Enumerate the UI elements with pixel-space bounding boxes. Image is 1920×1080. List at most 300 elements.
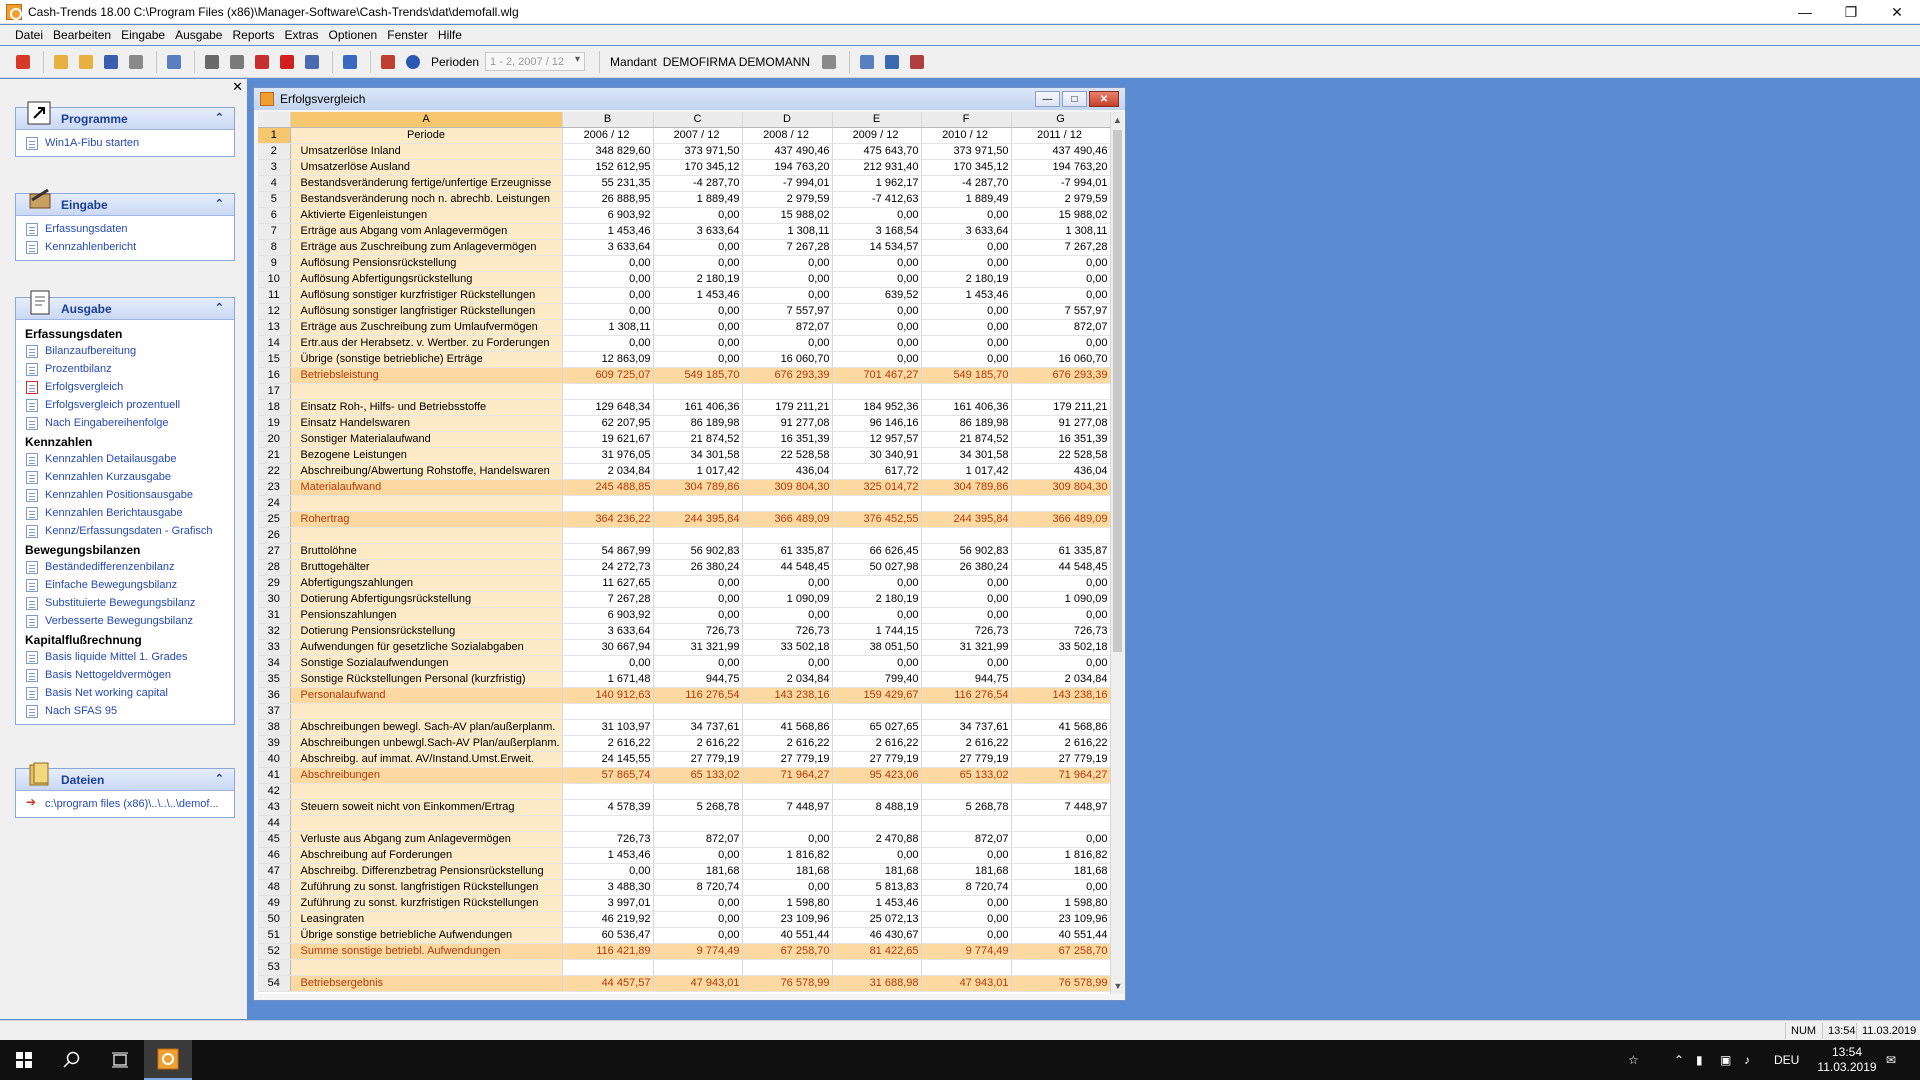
menu-bearbeiten[interactable]: Bearbeiten [53, 28, 112, 42]
menu-optionen[interactable]: Optionen [328, 28, 378, 42]
value-cell[interactable]: 7 267,28 [1011, 240, 1110, 256]
value-cell[interactable]: 2 034,84 [562, 464, 653, 480]
value-cell[interactable] [832, 784, 921, 800]
row-label-cell[interactable] [290, 528, 562, 544]
value-cell[interactable]: 91 277,08 [742, 416, 832, 432]
group-eingabe-header[interactable] [16, 194, 234, 216]
value-cell[interactable]: 0,00 [742, 608, 832, 624]
value-cell[interactable]: 0,00 [832, 848, 921, 864]
column-header-e[interactable]: E [832, 112, 921, 128]
row-number[interactable]: 50 [258, 912, 290, 928]
value-cell[interactable]: 46 219,92 [562, 912, 653, 928]
sidebar-item-basis-nettogeldvermögen[interactable] [16, 666, 234, 684]
value-cell[interactable]: 5 813,83 [832, 880, 921, 896]
value-cell[interactable]: 2 470,88 [832, 832, 921, 848]
value-cell[interactable]: -7 994,01 [1011, 176, 1110, 192]
menu-ausgabe[interactable]: Ausgabe [175, 28, 223, 42]
value-cell[interactable]: 116 276,54 [921, 688, 1011, 704]
value-cell[interactable]: 143 238,16 [1011, 688, 1110, 704]
value-cell[interactable]: 1 889,49 [653, 192, 742, 208]
row-number[interactable]: 51 [258, 928, 290, 944]
row-number[interactable]: 22 [258, 464, 290, 480]
sidebar-item-kennzahlen-positionsausgabe[interactable] [16, 486, 234, 504]
row-label-cell[interactable]: Auflösung Abfertigungsrückstellung [290, 272, 562, 288]
value-cell[interactable]: 2 180,19 [832, 592, 921, 608]
value-cell[interactable]: 0,00 [1011, 656, 1110, 672]
value-cell[interactable]: 0,00 [742, 256, 832, 272]
row-number[interactable]: 3 [258, 160, 290, 176]
value-cell[interactable]: 2 034,84 [1011, 672, 1110, 688]
value-cell[interactable]: 0,00 [832, 608, 921, 624]
value-cell[interactable]: 161 406,36 [653, 400, 742, 416]
row-number[interactable]: 48 [258, 880, 290, 896]
row-label-cell[interactable]: Abschreibung/Abwertung Rohstoffe, Handelswaren [290, 464, 562, 480]
value-cell[interactable]: 41 568,86 [1011, 720, 1110, 736]
value-cell[interactable]: 0,00 [921, 256, 1011, 272]
row-label-cell[interactable]: Betriebsleistung [290, 368, 562, 384]
value-cell[interactable]: 34 301,58 [653, 448, 742, 464]
row-label-cell[interactable]: Einsatz Handelswaren [290, 416, 562, 432]
value-cell[interactable] [921, 784, 1011, 800]
calculator-icon[interactable] [856, 51, 878, 73]
value-cell[interactable]: 8 720,74 [921, 880, 1011, 896]
value-cell[interactable]: 5 268,78 [921, 800, 1011, 816]
scroll-down-icon[interactable]: ▼ [1113, 981, 1123, 991]
row-label-cell[interactable]: Bruttogehälter [290, 560, 562, 576]
help-icon[interactable] [402, 51, 424, 73]
value-cell[interactable]: 0,00 [832, 304, 921, 320]
child-maximize-button[interactable]: □ [1062, 91, 1087, 107]
value-cell[interactable] [1011, 528, 1110, 544]
value-cell[interactable] [653, 784, 742, 800]
value-cell[interactable]: 7 557,97 [1011, 304, 1110, 320]
value-cell[interactable]: 437 490,46 [1011, 144, 1110, 160]
value-cell[interactable]: 22 528,58 [742, 448, 832, 464]
value-cell[interactable]: 309 804,30 [1011, 480, 1110, 496]
row-number[interactable]: 29 [258, 576, 290, 592]
child-close-button[interactable]: ✕ [1089, 91, 1119, 107]
row-number[interactable]: 6 [258, 208, 290, 224]
value-cell[interactable] [653, 528, 742, 544]
sidebar-item-beständedifferenzenbilanz[interactable] [16, 558, 234, 576]
value-cell[interactable]: 366 489,09 [1011, 512, 1110, 528]
value-cell[interactable]: 46 430,67 [832, 928, 921, 944]
value-cell[interactable]: 54 867,99 [562, 544, 653, 560]
value-cell[interactable]: -4 287,70 [653, 176, 742, 192]
value-cell[interactable]: 26 888,95 [562, 192, 653, 208]
value-cell[interactable]: 701 467,27 [832, 368, 921, 384]
value-cell[interactable]: 726,73 [1011, 624, 1110, 640]
menu-datei[interactable]: Datei [15, 28, 44, 42]
value-cell[interactable]: 7 267,28 [562, 592, 653, 608]
value-cell[interactable]: 0,00 [921, 320, 1011, 336]
value-cell[interactable]: 65 133,02 [653, 768, 742, 784]
value-cell[interactable]: 56 902,83 [921, 544, 1011, 560]
value-cell[interactable]: 33 502,18 [1011, 640, 1110, 656]
value-cell[interactable]: 0,00 [742, 288, 832, 304]
value-cell[interactable]: 0,00 [653, 848, 742, 864]
value-cell[interactable]: 2 979,59 [742, 192, 832, 208]
edit-icon[interactable] [339, 51, 361, 73]
value-cell[interactable]: 0,00 [653, 928, 742, 944]
row-number[interactable]: 16 [258, 368, 290, 384]
value-cell[interactable]: 0,00 [921, 240, 1011, 256]
value-cell[interactable]: 2 616,22 [1011, 736, 1110, 752]
value-cell[interactable]: -7 994,01 [742, 176, 832, 192]
value-cell[interactable]: 181,68 [1011, 864, 1110, 880]
column-header-a[interactable]: A [290, 112, 562, 128]
value-cell[interactable]: 57 865,74 [562, 768, 653, 784]
row-number[interactable]: 34 [258, 656, 290, 672]
value-cell[interactable]: 437 490,46 [742, 144, 832, 160]
value-cell[interactable]: 0,00 [653, 208, 742, 224]
network-icon[interactable]: ▣ [1720, 1053, 1732, 1067]
value-cell[interactable] [742, 384, 832, 400]
value-cell[interactable]: 0,00 [921, 304, 1011, 320]
value-cell[interactable]: 549 185,70 [653, 368, 742, 384]
row-label-cell[interactable]: Summe sonstige betriebl. Aufwendungen [290, 944, 562, 960]
sidebar-item-kennzahlen-berichtausgabe[interactable] [16, 504, 234, 522]
value-cell[interactable]: 152 612,95 [562, 160, 653, 176]
value-cell[interactable]: 67 258,70 [1011, 944, 1110, 960]
row-label-cell[interactable]: Pensionszahlungen [290, 608, 562, 624]
value-cell[interactable]: 872,07 [1011, 320, 1110, 336]
row-number[interactable]: 42 [258, 784, 290, 800]
value-cell[interactable]: 60 536,47 [562, 928, 653, 944]
language-indicator[interactable]: DEU [1774, 1053, 1800, 1067]
value-cell[interactable]: 116 276,54 [653, 688, 742, 704]
value-cell[interactable] [832, 816, 921, 832]
row-number[interactable]: 28 [258, 560, 290, 576]
value-cell[interactable]: 181,68 [742, 864, 832, 880]
battery-icon[interactable]: ▮ [1696, 1053, 1703, 1067]
value-cell[interactable]: 61 335,87 [742, 544, 832, 560]
value-cell[interactable]: 2007 / 12 [653, 128, 742, 144]
row-number[interactable]: 4 [258, 176, 290, 192]
value-cell[interactable]: 31 976,05 [562, 448, 653, 464]
windows-start-icon[interactable] [0, 1040, 48, 1080]
row-number[interactable]: 20 [258, 432, 290, 448]
task-view-icon[interactable] [96, 1040, 144, 1080]
value-cell[interactable]: 24 272,73 [562, 560, 653, 576]
value-cell[interactable] [653, 960, 742, 976]
value-cell[interactable]: 81 422,65 [832, 944, 921, 960]
export-icon[interactable] [301, 51, 323, 73]
menu-reports[interactable]: Reports [232, 28, 275, 42]
value-cell[interactable]: 3 633,64 [921, 224, 1011, 240]
people-icon[interactable]: ☆ [1628, 1053, 1639, 1067]
row-number[interactable]: 9 [258, 256, 290, 272]
value-cell[interactable] [653, 704, 742, 720]
sidebar-item-nach-eingabereihenfolge[interactable] [16, 414, 234, 432]
value-cell[interactable]: 872,07 [653, 832, 742, 848]
value-cell[interactable]: 0,00 [1011, 832, 1110, 848]
value-cell[interactable]: 0,00 [742, 832, 832, 848]
value-cell[interactable]: 1 453,46 [921, 288, 1011, 304]
row-number[interactable]: 14 [258, 336, 290, 352]
value-cell[interactable]: 6 903,92 [562, 208, 653, 224]
panel-close-icon[interactable]: ✕ [232, 79, 243, 94]
value-cell[interactable]: 23 109,96 [742, 912, 832, 928]
value-cell[interactable]: 31 103,97 [562, 720, 653, 736]
row-label-cell[interactable] [290, 784, 562, 800]
sidebar-item-erfolgsvergleich[interactable] [16, 378, 234, 396]
value-cell[interactable] [742, 528, 832, 544]
value-cell[interactable]: 27 779,19 [742, 752, 832, 768]
row-label-cell[interactable]: Periode [290, 128, 562, 144]
sidebar-item-bilanzaufbereitung[interactable] [16, 342, 234, 360]
value-cell[interactable] [921, 704, 1011, 720]
sidebar-item-recent-file[interactable] [16, 795, 234, 813]
value-cell[interactable]: 34 737,61 [921, 720, 1011, 736]
value-cell[interactable]: 0,00 [653, 336, 742, 352]
value-cell[interactable]: 0,00 [742, 272, 832, 288]
value-cell[interactable] [832, 496, 921, 512]
row-number[interactable]: 53 [258, 960, 290, 976]
row-number[interactable]: 8 [258, 240, 290, 256]
sidebar-item-kennzahlen-detailausgabe[interactable] [16, 450, 234, 468]
value-cell[interactable]: 2009 / 12 [832, 128, 921, 144]
value-cell[interactable]: 0,00 [742, 656, 832, 672]
cash-trends-taskbar-app[interactable] [144, 1040, 192, 1080]
value-cell[interactable]: 475 643,70 [832, 144, 921, 160]
value-cell[interactable]: 309 804,30 [742, 480, 832, 496]
tools-icon[interactable] [906, 51, 928, 73]
value-cell[interactable]: 170 345,12 [921, 160, 1011, 176]
value-cell[interactable] [1011, 496, 1110, 512]
value-cell[interactable]: 12 957,57 [832, 432, 921, 448]
value-cell[interactable]: 1 962,17 [832, 176, 921, 192]
value-cell[interactable]: 55 231,35 [562, 176, 653, 192]
value-cell[interactable]: 549 185,70 [921, 368, 1011, 384]
row-number[interactable]: 26 [258, 528, 290, 544]
value-cell[interactable] [562, 784, 653, 800]
row-number[interactable]: 32 [258, 624, 290, 640]
row-number[interactable]: 13 [258, 320, 290, 336]
value-cell[interactable]: 116 421,89 [562, 944, 653, 960]
value-cell[interactable]: 2 616,22 [742, 736, 832, 752]
row-number[interactable]: 31 [258, 608, 290, 624]
row-label-cell[interactable] [290, 704, 562, 720]
row-number[interactable]: 49 [258, 896, 290, 912]
value-cell[interactable]: 0,00 [653, 912, 742, 928]
value-cell[interactable]: 22 528,58 [1011, 448, 1110, 464]
collapse-icon[interactable]: ⌃ [214, 112, 224, 124]
row-label-cell[interactable]: Umsatzerlöse Inland [290, 144, 562, 160]
value-cell[interactable]: 0,00 [921, 912, 1011, 928]
row-label-cell[interactable]: Dotierung Abfertigungsrückstellung [290, 592, 562, 608]
value-cell[interactable]: 2006 / 12 [562, 128, 653, 144]
sidebar-item-verbesserte-bewegungsbilanz[interactable] [16, 612, 234, 630]
value-cell[interactable]: 0,00 [832, 352, 921, 368]
value-cell[interactable]: 129 648,34 [562, 400, 653, 416]
row-label-cell[interactable]: Abschreibg. auf immat. AV/Instand.Umst.Erweit. [290, 752, 562, 768]
value-cell[interactable]: 24 145,55 [562, 752, 653, 768]
value-cell[interactable]: 95 423,06 [832, 768, 921, 784]
menu-eingabe[interactable]: Eingabe [121, 28, 166, 42]
value-cell[interactable]: 0,00 [653, 320, 742, 336]
row-number[interactable]: 36 [258, 688, 290, 704]
row-label-cell[interactable]: Auflösung sonstiger kurzfristiger Rückstellungen [290, 288, 562, 304]
value-cell[interactable] [832, 384, 921, 400]
value-cell[interactable]: 0,00 [742, 336, 832, 352]
value-cell[interactable]: 9 774,49 [653, 944, 742, 960]
value-cell[interactable] [1011, 784, 1110, 800]
menu-extras[interactable]: Extras [284, 28, 319, 42]
row-label-cell[interactable]: Erträge aus Abgang vom Anlagevermögen [290, 224, 562, 240]
row-label-cell[interactable]: Abschreibungen unbewgl.Sach-AV Plan/außerplanm. [290, 736, 562, 752]
value-cell[interactable]: 244 395,84 [921, 512, 1011, 528]
value-cell[interactable]: 0,00 [653, 608, 742, 624]
value-cell[interactable] [562, 816, 653, 832]
value-cell[interactable]: 30 667,94 [562, 640, 653, 656]
value-cell[interactable]: 0,00 [1011, 608, 1110, 624]
value-cell[interactable]: 676 293,39 [742, 368, 832, 384]
value-cell[interactable]: 0,00 [742, 576, 832, 592]
value-cell[interactable]: 86 189,98 [921, 416, 1011, 432]
row-number[interactable]: 21 [258, 448, 290, 464]
value-cell[interactable]: 1 453,46 [832, 896, 921, 912]
value-cell[interactable] [921, 528, 1011, 544]
row-label-cell[interactable]: Bestandsveränderung noch n. abrechb. Leistungen [290, 192, 562, 208]
value-cell[interactable]: 1 816,82 [1011, 848, 1110, 864]
row-label-cell[interactable] [290, 384, 562, 400]
value-cell[interactable]: 179 211,21 [742, 400, 832, 416]
value-cell[interactable]: 184 952,36 [832, 400, 921, 416]
value-cell[interactable]: 1 453,46 [562, 224, 653, 240]
value-cell[interactable]: 61 335,87 [1011, 544, 1110, 560]
row-number[interactable]: 2 [258, 144, 290, 160]
value-cell[interactable]: 1 671,48 [562, 672, 653, 688]
value-cell[interactable]: 0,00 [562, 864, 653, 880]
value-cell[interactable]: 944,75 [653, 672, 742, 688]
value-cell[interactable]: 7 557,97 [742, 304, 832, 320]
row-label-cell[interactable]: Ertr.aus der Herabsetz. v. Wertber. zu Forderungen [290, 336, 562, 352]
value-cell[interactable]: 40 551,44 [742, 928, 832, 944]
clock[interactable] [1812, 1040, 1882, 1080]
row-label-cell[interactable] [290, 496, 562, 512]
row-label-cell[interactable]: Dotierung Pensionsrückstellung [290, 624, 562, 640]
value-cell[interactable]: 244 395,84 [653, 512, 742, 528]
value-cell[interactable]: 7 448,97 [742, 800, 832, 816]
value-cell[interactable]: 12 863,09 [562, 352, 653, 368]
value-cell[interactable]: 47 943,01 [653, 976, 742, 992]
value-cell[interactable]: 0,00 [832, 208, 921, 224]
value-cell[interactable] [742, 704, 832, 720]
value-cell[interactable]: 181,68 [653, 864, 742, 880]
value-cell[interactable]: 11 627,65 [562, 576, 653, 592]
mandant-settings-icon[interactable] [818, 51, 840, 73]
row-number[interactable]: 7 [258, 224, 290, 240]
value-cell[interactable]: 0,00 [562, 656, 653, 672]
value-cell[interactable]: 373 971,50 [653, 144, 742, 160]
restore-button[interactable]: ❐ [1844, 3, 1858, 20]
open-folder-icon[interactable] [50, 51, 72, 73]
value-cell[interactable]: 0,00 [562, 256, 653, 272]
row-number[interactable]: 40 [258, 752, 290, 768]
value-cell[interactable]: 726,73 [562, 832, 653, 848]
value-cell[interactable]: 726,73 [653, 624, 742, 640]
value-cell[interactable]: 1 453,46 [562, 848, 653, 864]
perioden-select[interactable]: 1 - 2, 2007 / 12 ▾ [485, 52, 585, 71]
close-button[interactable]: ✕ [1891, 3, 1903, 20]
value-cell[interactable]: 27 779,19 [832, 752, 921, 768]
value-cell[interactable]: 15 988,02 [742, 208, 832, 224]
value-cell[interactable]: 181,68 [921, 864, 1011, 880]
column-header-b[interactable]: B [562, 112, 653, 128]
book-icon[interactable] [881, 51, 903, 73]
value-cell[interactable]: 0,00 [921, 352, 1011, 368]
value-cell[interactable]: 1 453,46 [653, 288, 742, 304]
value-cell[interactable]: 31 321,99 [921, 640, 1011, 656]
value-cell[interactable]: 1 308,11 [562, 320, 653, 336]
value-cell[interactable]: 66 626,45 [832, 544, 921, 560]
value-cell[interactable]: 0,00 [653, 576, 742, 592]
row-label-cell[interactable]: Betriebsergebnis [290, 976, 562, 992]
group-programme-header[interactable] [16, 108, 234, 130]
value-cell[interactable]: 0,00 [653, 896, 742, 912]
value-cell[interactable]: 0,00 [562, 336, 653, 352]
value-cell[interactable]: 0,00 [653, 240, 742, 256]
row-label-cell[interactable]: Rohertrag [290, 512, 562, 528]
row-number[interactable]: 41 [258, 768, 290, 784]
value-cell[interactable]: -7 412,63 [832, 192, 921, 208]
row-number[interactable]: 18 [258, 400, 290, 416]
value-cell[interactable]: 726,73 [742, 624, 832, 640]
value-cell[interactable]: 6 903,92 [562, 608, 653, 624]
value-cell[interactable]: 34 737,61 [653, 720, 742, 736]
menu-fenster[interactable]: Fenster [387, 28, 428, 42]
value-cell[interactable]: 0,00 [921, 848, 1011, 864]
value-cell[interactable] [1011, 384, 1110, 400]
value-cell[interactable]: 16 351,39 [742, 432, 832, 448]
value-cell[interactable]: 0,00 [1011, 272, 1110, 288]
value-cell[interactable]: 872,07 [742, 320, 832, 336]
row-label-cell[interactable]: Abschreibg. Differenzbetrag Pensionsrückstellung [290, 864, 562, 880]
value-cell[interactable]: 47 943,01 [921, 976, 1011, 992]
sidebar-item-kennzahlenbericht[interactable] [16, 238, 234, 256]
search-icon[interactable] [48, 1040, 96, 1080]
row-label-cell[interactable]: Einsatz Roh-, Hilfs- und Betriebsstoffe [290, 400, 562, 416]
column-header-f[interactable]: F [921, 112, 1011, 128]
copy-icon[interactable] [163, 51, 185, 73]
row-label-cell[interactable]: Materialaufwand [290, 480, 562, 496]
value-cell[interactable]: 1 598,80 [1011, 896, 1110, 912]
value-cell[interactable]: 3 633,64 [562, 624, 653, 640]
value-cell[interactable]: 436,04 [1011, 464, 1110, 480]
value-cell[interactable]: 0,00 [832, 576, 921, 592]
value-cell[interactable] [832, 704, 921, 720]
value-cell[interactable]: 2 979,59 [1011, 192, 1110, 208]
corner-cell[interactable] [258, 112, 290, 128]
value-cell[interactable]: 944,75 [921, 672, 1011, 688]
value-cell[interactable] [921, 496, 1011, 512]
value-cell[interactable]: 161 406,36 [921, 400, 1011, 416]
row-label-cell[interactable]: Übrige sonstige betriebliche Aufwendungen [290, 928, 562, 944]
value-cell[interactable]: 0,00 [921, 928, 1011, 944]
value-cell[interactable]: 181,68 [832, 864, 921, 880]
row-number[interactable]: 15 [258, 352, 290, 368]
volume-icon[interactable]: ♪ [1744, 1053, 1750, 1067]
value-cell[interactable]: 0,00 [1011, 880, 1110, 896]
value-cell[interactable]: 76 578,99 [1011, 976, 1110, 992]
value-cell[interactable]: 872,07 [921, 832, 1011, 848]
value-cell[interactable]: 16 060,70 [1011, 352, 1110, 368]
value-cell[interactable]: 3 488,30 [562, 880, 653, 896]
row-label-cell[interactable]: Zuführung zu sonst. kurzfristigen Rückstellungen [290, 896, 562, 912]
value-cell[interactable] [832, 960, 921, 976]
row-label-cell[interactable]: Auflösung sonstiger langfristiger Rückstellungen [290, 304, 562, 320]
